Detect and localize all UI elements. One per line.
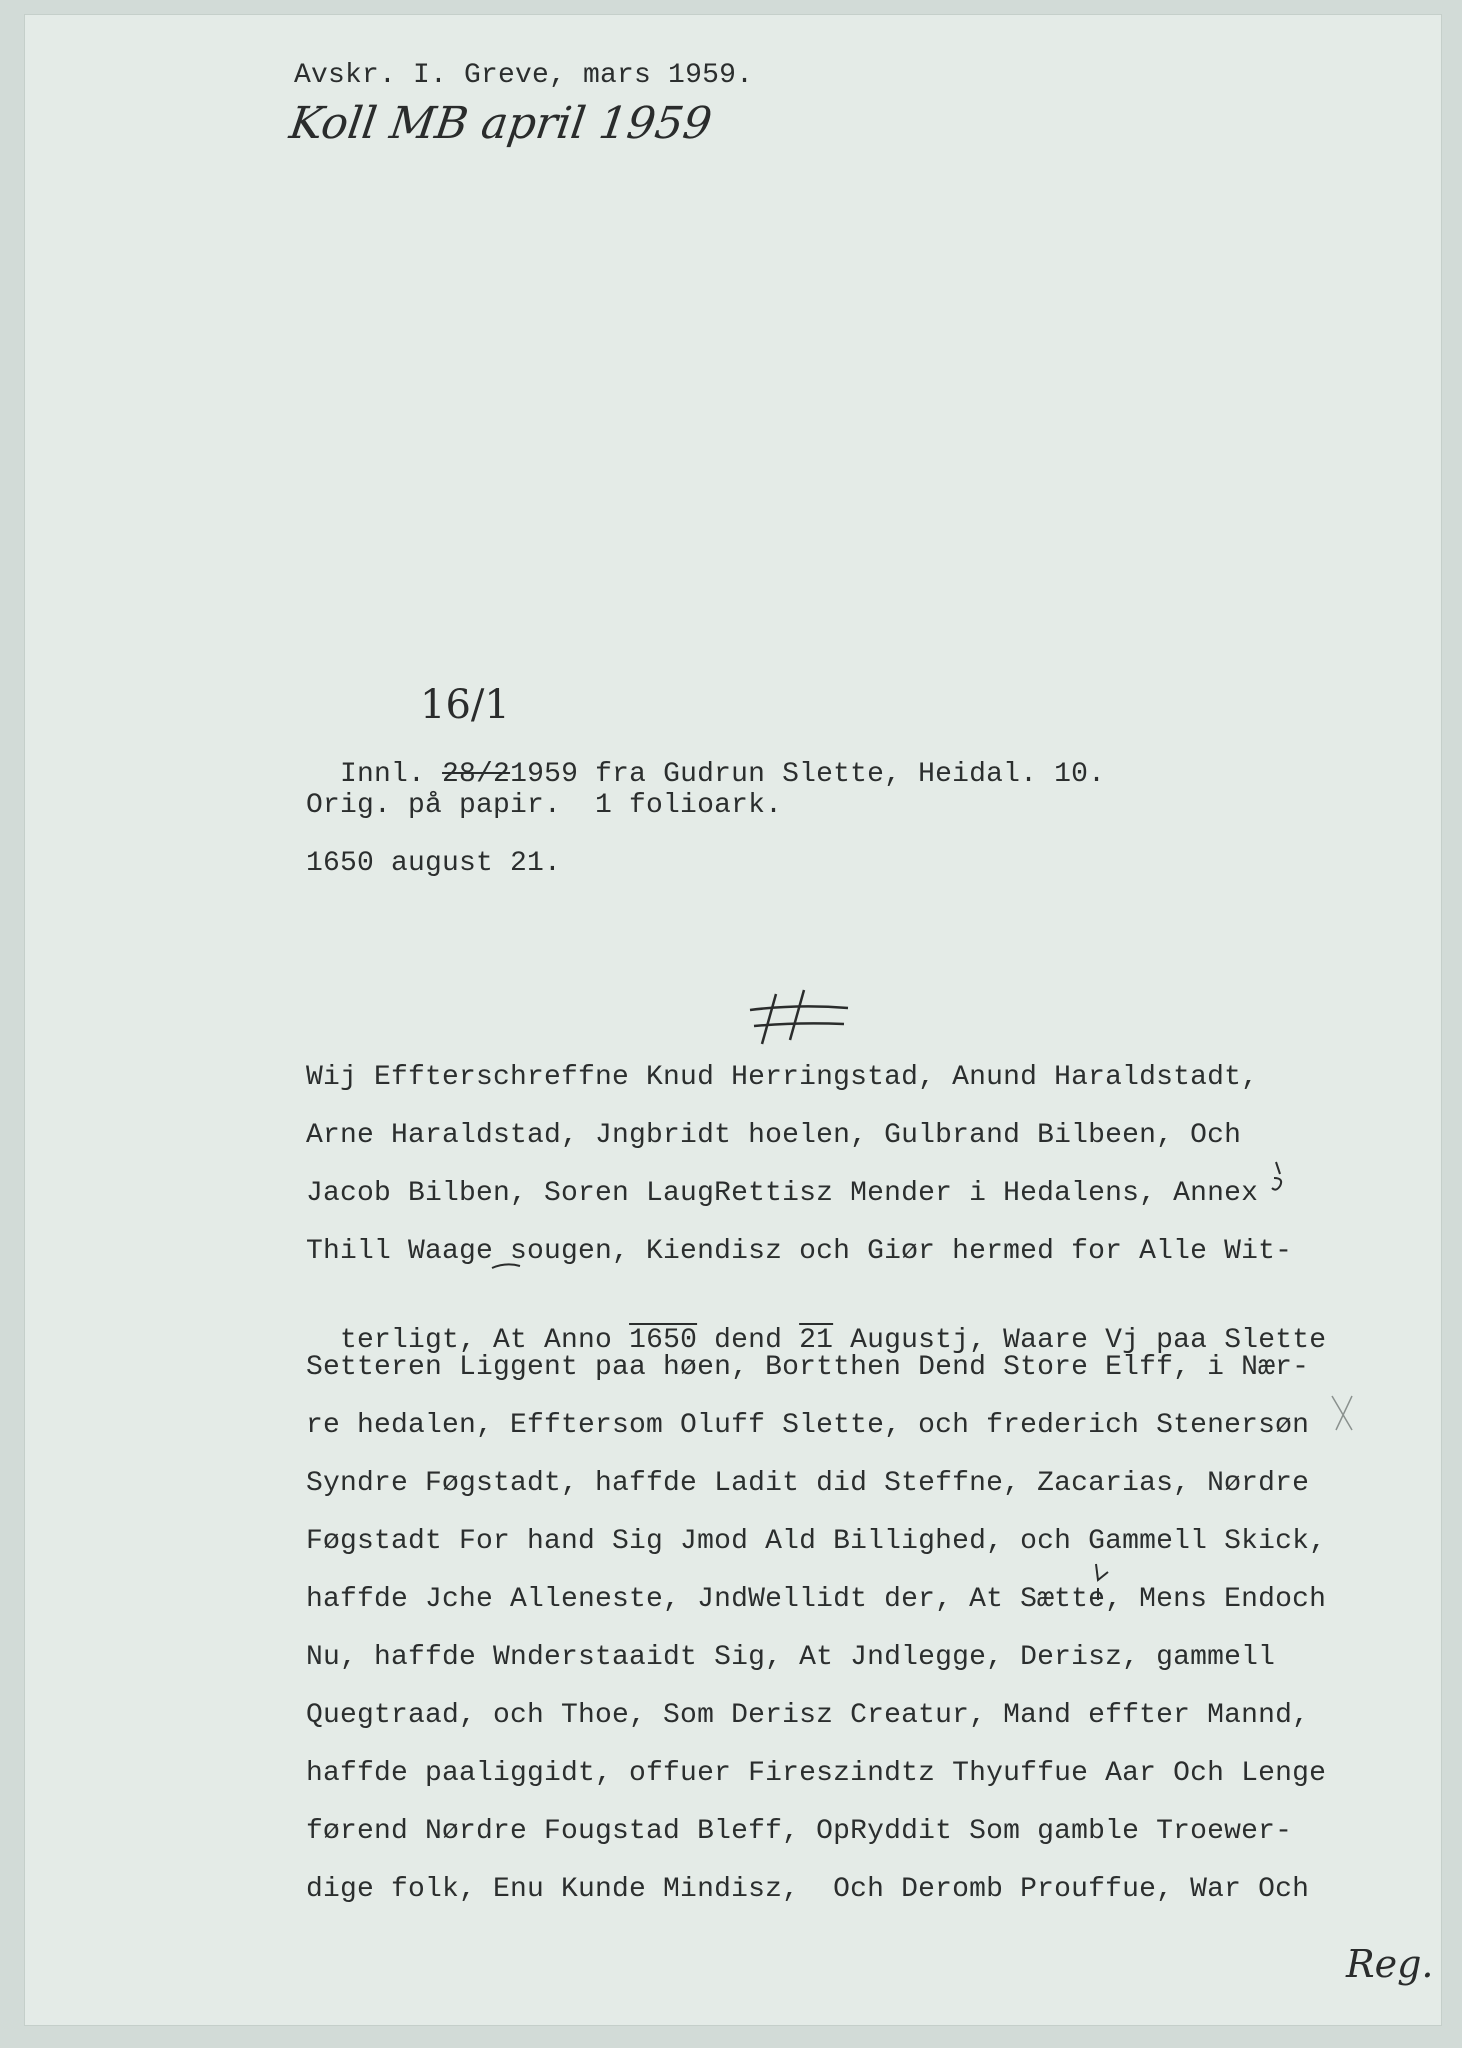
annotation-mark-annex — [1270, 1160, 1290, 1194]
struck-date: 28/2 — [442, 759, 511, 790]
margin-tick-mark — [1330, 1394, 1356, 1434]
body-line-6: Setteren Liggent paa høen, Bortthen Dend Store Elff, i Nær- — [306, 1352, 1310, 1383]
body-line-11: Nu, haffde Wnderstaaidt Sig, At Jndlegge, Derisz, gammell — [306, 1642, 1276, 1673]
body-line-12: Quegtraad, och Thoe, Som Derisz Creatur, Mand effter Mannd, — [306, 1700, 1310, 1731]
handwritten-reg-note: Reg. — [1346, 1942, 1434, 1986]
body-line-10: haffde Jche Alleneste, JndWellidt der, At Sætte, Mens Endoch — [306, 1584, 1327, 1615]
handwritten-date-correction: 16/1 — [420, 682, 510, 728]
transcription-note: Avskr. I. Greve, mars 1959. — [294, 60, 754, 91]
body-line-2: Arne Haraldstad, Jngbridt hoelen, Gulbrand Bilbeen, Och — [306, 1120, 1242, 1151]
body-line-13: haffde paaliggidt, offuer Fireszindtz Thyuffue Aar Och Lenge — [306, 1758, 1327, 1789]
received-line — [306, 728, 1105, 790]
body-line-14: førend Nørdre Fougstad Bleff, OpRyddit Som gamble Troewer- — [306, 1816, 1293, 1847]
body-line-8: Syndre Føgstadt, haffde Ladit did Steffne, Zacarias, Nørdre — [306, 1468, 1310, 1499]
body-line-5-part-b: dend — [697, 1325, 800, 1356]
received-rest: 1959 fra Gudrun Slette, Heidal. 10. — [510, 759, 1106, 790]
body-line-3: Jacob Bilben, Soren LaugRettisz Mender i Hedalens, Annex — [306, 1178, 1259, 1209]
innl-label: Innl. — [340, 759, 426, 790]
caret-insertion-mark — [1092, 1562, 1112, 1602]
body-line-5 — [306, 1294, 1326, 1356]
body-line-15: dige folk, Enu Kunde Mindisz, Och Deromb Prouffue, War Och — [306, 1874, 1310, 1905]
body-line-9: Føgstadt For hand Sig Jmod Ald Billighed, och Gammell Skick, — [306, 1526, 1327, 1557]
annotation-underscore-mark — [490, 1258, 522, 1270]
body-line-5-day: 21 — [799, 1325, 834, 1356]
body-line-4: Thill Waage sougen, Kiendisz och Giør hermed for Alle Wit- — [306, 1236, 1293, 1267]
body-line-5-year: 1650 — [629, 1325, 698, 1356]
body-line-5-part-a: terligt, At Anno — [340, 1325, 630, 1356]
body-line-7: re hedalen, Efftersom Oluff Slette, och frederich Stenersøn — [306, 1410, 1310, 1441]
handwritten-collation-note: Koll MB april 1959 — [286, 98, 715, 149]
date-line: 1650 august 21. — [306, 848, 562, 879]
body-line-5-part-c: Augustj, Waare Vj paa Slette — [833, 1325, 1327, 1356]
body-line-1: Wij Effterschreffne Knud Herringstad, Anund Haraldstadt, — [306, 1062, 1259, 1093]
hash-separator-mark — [748, 988, 858, 1048]
original-line: Orig. på papir. 1 folioark. — [306, 790, 783, 821]
